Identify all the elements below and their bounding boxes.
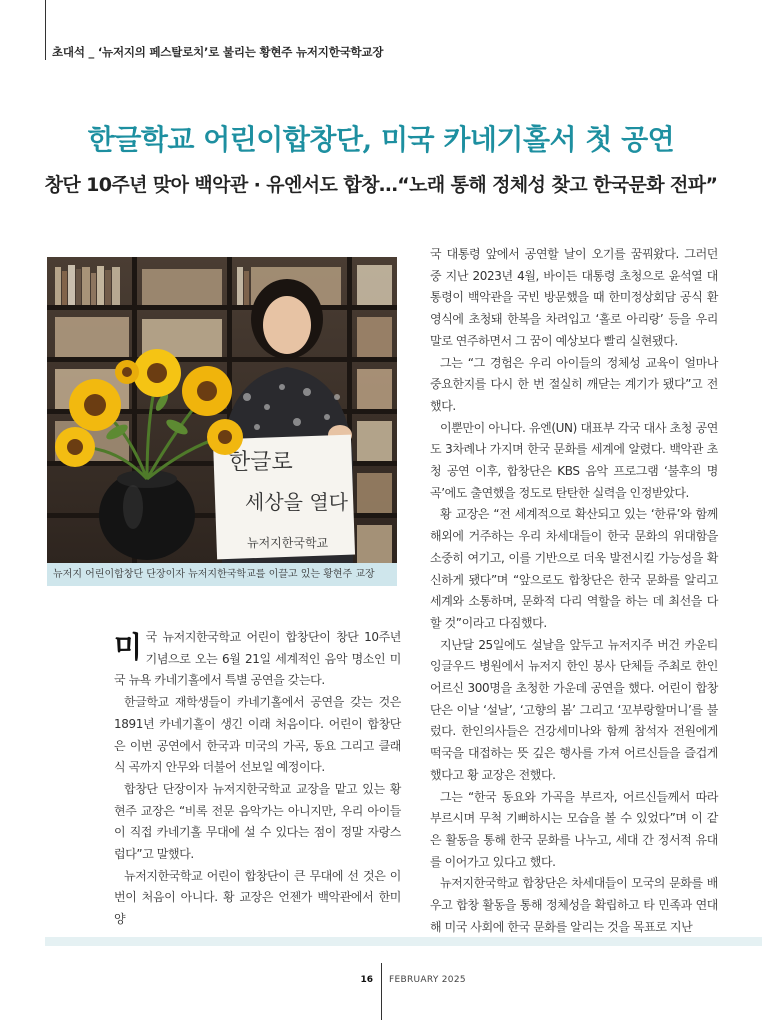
paragraph: 그는 “그 경험은 우리 아이들의 정체성 교육이 얼마나 중요한지를 다시 한 번 절실히 깨닫는 계기가 됐다”고 전했다.: [430, 355, 718, 413]
photo-caption: 뉴저지 어린이합창단 단장이자 뉴저지한국학교를 이끌고 있는 황현주 교장: [47, 563, 397, 586]
article-subheadline: 창단 10주년 맞아 백악관 · 유엔서도 합창…“노래 통해 정체성 찾고 한국문화 전파”: [44, 174, 718, 196]
footer-rule: [381, 963, 382, 1020]
paragraph-text: 국 뉴저지한국학교 어린이 합창단이 창단 10주년 기념으로 오는 6월 21일 세계적인 음악 명소인 미국 뉴욕 카네기홀에서 특별 공연을 갖는다.: [114, 630, 401, 688]
paragraph: 이뿐만이 아니다. 유엔(UN) 대표부 각국 대사 초청 공연도 3차례나 가지며 한국 문화를 세계에 알렸다. 백악관 초청 공연 이후, 합창단은 KBS 음악 프로그램 ‘불후의 명곡’에도 출연했을 정도로 탄탄한 실력을 인정받았다.: [430, 420, 718, 500]
dropcap: 미: [114, 630, 142, 664]
article-photo: [47, 257, 397, 563]
paragraph: 합창단 단장이자 뉴저지한국학교 교장을 맡고 있는 황현주 교장은 “비록 전문 음악가는 아니지만, 우리 아이들이 직접 카네기홀 무대에 설 수 있다는 점이 정말 자랑스럽다”고 말했다.: [114, 781, 401, 862]
paragraph: [114, 627, 401, 692]
paragraph: 그는 “한국 동요와 가곡을 부르자, 어르신들께서 따라 부르시며 무척 기뻐하시는 모습을 볼 수 있었다”며 이 같은 활동을 통해 한국 문화를 나누고, 세대 간 정서적 유대를 이어가고 있다고 했다.: [430, 789, 718, 869]
paragraph: 뉴저지한국학교 어린이 합창단이 큰 무대에 선 것은 이번이 처음이 아니다. 황 교장은 언젠가 백악관에서 한미 양: [114, 868, 401, 927]
running-header: 초대석 _ ‘뉴저지의 페스탈로치’로 불리는 황현주 뉴저지한국학교장: [52, 45, 384, 59]
sign-line-2: 세상을 열다: [245, 490, 348, 514]
article-body-left: [114, 627, 401, 931]
sign-line-3: 뉴저지한국학교: [247, 536, 329, 550]
header-rule: [45, 0, 46, 60]
footer-band: [45, 937, 762, 946]
paragraph: 뉴저지한국학교 합창단은 차세대들이 모국의 문화를 배우고 합창 활동을 통해 정체성을 확립하고 타 민족과 연대해 미국 사회에 한국 문화를 알리는 것을 목표로 지난: [430, 876, 718, 934]
issue-date: FEBRUARY 2025: [389, 975, 466, 985]
page-number: 16: [360, 975, 373, 985]
paragraph: 황 교장은 “전 세계적으로 확산되고 있는 ‘한류’와 함께 해외에 거주하는 우리 차세대들이 한국 문화의 위대함을 소중히 여기고, 이를 기반으로 더욱 발전시킬 가능성을 확신하게 됐다”며 “앞으로도 합창단은 한국 문화를 알리고 세계와 소통하며, 문화적 다리 역할을 하는 데 최선을 다할 것”이라고 다짐했다.: [430, 507, 718, 630]
article-body-right: [430, 244, 718, 939]
photo-illustration: [47, 257, 397, 563]
sign-line-1: 한글로: [229, 450, 293, 475]
article-headline: 한글학교 어린이합창단, 미국 카네기홀서 첫 공연: [87, 123, 675, 156]
paragraph: 지난달 25일에도 설날을 앞두고 뉴저지주 버건 카운티 잉글우드 병원에서 뉴저지 한인 봉사 단체들 주최로 한인 어르신 300명을 초청한 가운데 공연을 했다. 어린이 합창단은 이날 ‘설날’, ‘고향의 봄’ 그리고 ‘꼬부랑할머니’를 불렀다. 한인의사들은 건강세미나와 함께 참석자 전원에게 떡국을 대접하는 뜻 깊은 행사를 가져 어르신들을 즐겁게 했다고 황 교장은 전했다.: [430, 637, 718, 782]
paragraph: 국 대통령 앞에서 공연할 날이 오기를 꿈꿔왔다. 그러던 중 지난 2023년 4월, 바이든 대통령 초청으로 윤석열 대통령이 백악관을 국빈 방문했을 때 한미정상회담 공식 환영식에 초청돼 한복을 차려입고 ‘홀로 아리랑’ 등을 우리말로 연주하면서 그 꿈이 예상보다 빨리 실현됐다.: [430, 247, 718, 348]
paragraph: 한글학교 재학생들이 카네기홀에서 공연을 갖는 것은 1891년 카네기홀이 생긴 이래 처음이다. 어린이 합창단은 이번 공연에서 한국과 미국의 가곡, 동요 그리고 클래식 곡까지 안무와 더불어 선보일 예정이다.: [114, 695, 401, 775]
